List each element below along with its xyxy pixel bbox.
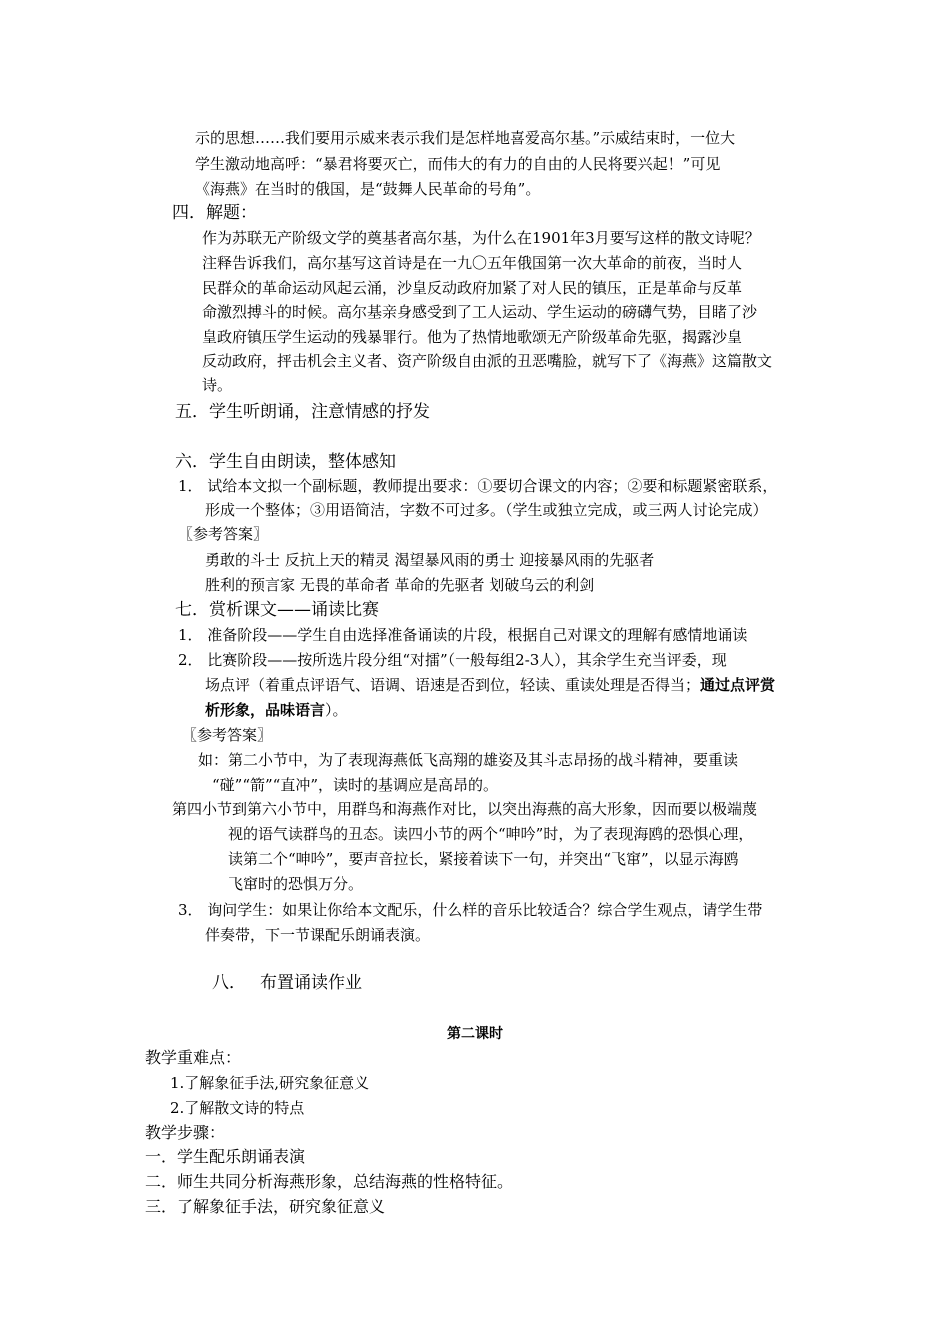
intro-line-2: 学生激动地高呼：“暴君将要灭亡，而伟大的有力的自由的人民将要兴起！”可见 bbox=[195, 155, 721, 173]
s7-item-2-bold: 通过点评赏 bbox=[700, 676, 776, 694]
section-4-heading: 四．解题： bbox=[172, 203, 257, 223]
section-8-heading: 布置诵读作业 bbox=[260, 973, 362, 993]
lesson-2-title: 第二课时 bbox=[447, 1026, 503, 1042]
s7-item-2-text: 场点评（着重点评语气、语调、语速是否到位，轻读、重读处理是否得当； bbox=[205, 676, 701, 694]
s6-reference-label: 〖参考答案〗 bbox=[178, 525, 269, 543]
s7-paragraph-line-2: 视的语气读群鸟的丑态。读四小节的两个“呻吟”时，为了表现海鸥的恐惧心理， bbox=[228, 825, 754, 843]
key-point-item: 2.了解散文诗的特点 bbox=[170, 1099, 305, 1117]
section-8-number: 八． bbox=[212, 973, 246, 993]
section-6-heading: 六．学生自由朗读，整体感知 bbox=[175, 452, 396, 472]
s7-example-line-1: 如：第二小节中，为了表现海燕低飞高翔的雄姿及其斗志昂扬的战斗精神，要重读 bbox=[198, 751, 739, 769]
s7-item-2-line-1: 2． 比赛阶段——按所选片段分组“对擂”（一般每组2-3人），其余学生充当评委，现 bbox=[178, 651, 727, 669]
section-4-line: 反动政府，抨击机会主义者、资产阶级自由派的丑恶嘴脸，就写下了《海燕》这篇散文 bbox=[202, 352, 773, 370]
s7-paragraph-line-1: 第四小节到第六小节中，用群鸟和海燕作对比，以突出海燕的高大形象，因而要以极端蔑 bbox=[172, 800, 758, 818]
step-item: 一．学生配乐朗诵表演 bbox=[145, 1147, 306, 1166]
step-item: 二．师生共同分析海燕形象，总结海燕的性格特征。 bbox=[145, 1172, 514, 1191]
s7-item-2-text: ）。 bbox=[325, 701, 348, 719]
s6-item-1-line-1: 1． 试给本文拟一个副标题，教师提出要求：①要切合课文的内容；②要和标题紧密联系， bbox=[178, 477, 778, 495]
s7-reference-label: 〖参考答案〗 bbox=[182, 726, 273, 744]
steps-heading: 教学步骤： bbox=[145, 1123, 226, 1142]
key-point-item: 1.了解象征手法,研究象征意义 bbox=[170, 1074, 370, 1092]
s7-item-3-line-2: 伴奏带，下一节课配乐朗诵表演。 bbox=[205, 926, 431, 944]
s7-paragraph-line-3: 读第二个“呻吟”，要声音拉长，紧接着读下一句，并突出“飞窜”，以显示海鸥 bbox=[228, 850, 739, 868]
s7-item-2-bold: 析形象，品味语言 bbox=[205, 701, 326, 719]
section-4-line: 皇政府镇压学生运动的残暴罪行。他为了热情地歌颂无产阶级革命先驱，揭露沙皇 bbox=[202, 328, 743, 346]
section-4-line: 民群众的革命运动风起云涌，沙皇反动政府加紧了对人民的镇压，正是革命与反革 bbox=[202, 279, 743, 297]
intro-line-3: 《海燕》在当时的俄国，是“鼓舞人民革命的号角”。 bbox=[195, 180, 541, 198]
section-5-heading: 五．学生听朗诵，注意情感的抒发 bbox=[175, 402, 430, 422]
section-4-line: 命激烈搏斗的时候。高尔基亲身感受到了工人运动、学生运动的磅礴气势，目睹了沙 bbox=[202, 303, 758, 321]
s7-paragraph-line-4: 飞窜时的恐惧万分。 bbox=[228, 875, 364, 893]
intro-line-1: 示的思想……我们要用示威来表示我们是怎样地喜爱高尔基。”示威结束时，一位大 bbox=[195, 129, 736, 147]
s7-item-2-line-3 bbox=[205, 700, 348, 720]
section-4-line: 作为苏联无产阶级文学的奠基者高尔基，为什么在1901年3月要写这样的散文诗呢？ bbox=[202, 229, 760, 247]
s6-answer-line-1: 勇敢的斗士 反抗上天的精灵 渴望暴风雨的勇士 迎接暴风雨的先驱者 bbox=[205, 551, 655, 569]
s7-item-1: 1． 准备阶段——学生自由选择准备诵读的片段，根据自己对课文的理解有感情地诵读 bbox=[178, 626, 748, 644]
step-item: 三．了解象征手法，研究象征意义 bbox=[145, 1197, 386, 1216]
section-4-line: 诗。 bbox=[202, 376, 233, 394]
s6-answer-line-2: 胜利的预言家 无畏的革命者 革命的先驱者 划破乌云的利剑 bbox=[205, 576, 595, 594]
s6-item-1-line-2: 形成一个整体；③用语简洁，字数不可过多。（学生或独立完成，或三两人讨论完成） bbox=[205, 501, 768, 519]
s7-item-3-line-1: 3． 询问学生：如果让你给本文配乐，什么样的音乐比较适合？综合学生观点，请学生带 bbox=[178, 901, 763, 919]
section-4-line: 注释告诉我们，高尔基写这首诗是在一九〇五年俄国第一次大革命的前夜，当时人 bbox=[202, 254, 743, 272]
s7-example-line-2: “碰”“箭”“直冲”，读时的基调应是高昂的。 bbox=[212, 776, 499, 794]
section-7-heading: 七．赏析课文——诵读比赛 bbox=[175, 600, 379, 620]
key-points-heading: 教学重难点： bbox=[145, 1048, 242, 1067]
s7-item-2-line-2 bbox=[205, 675, 775, 695]
